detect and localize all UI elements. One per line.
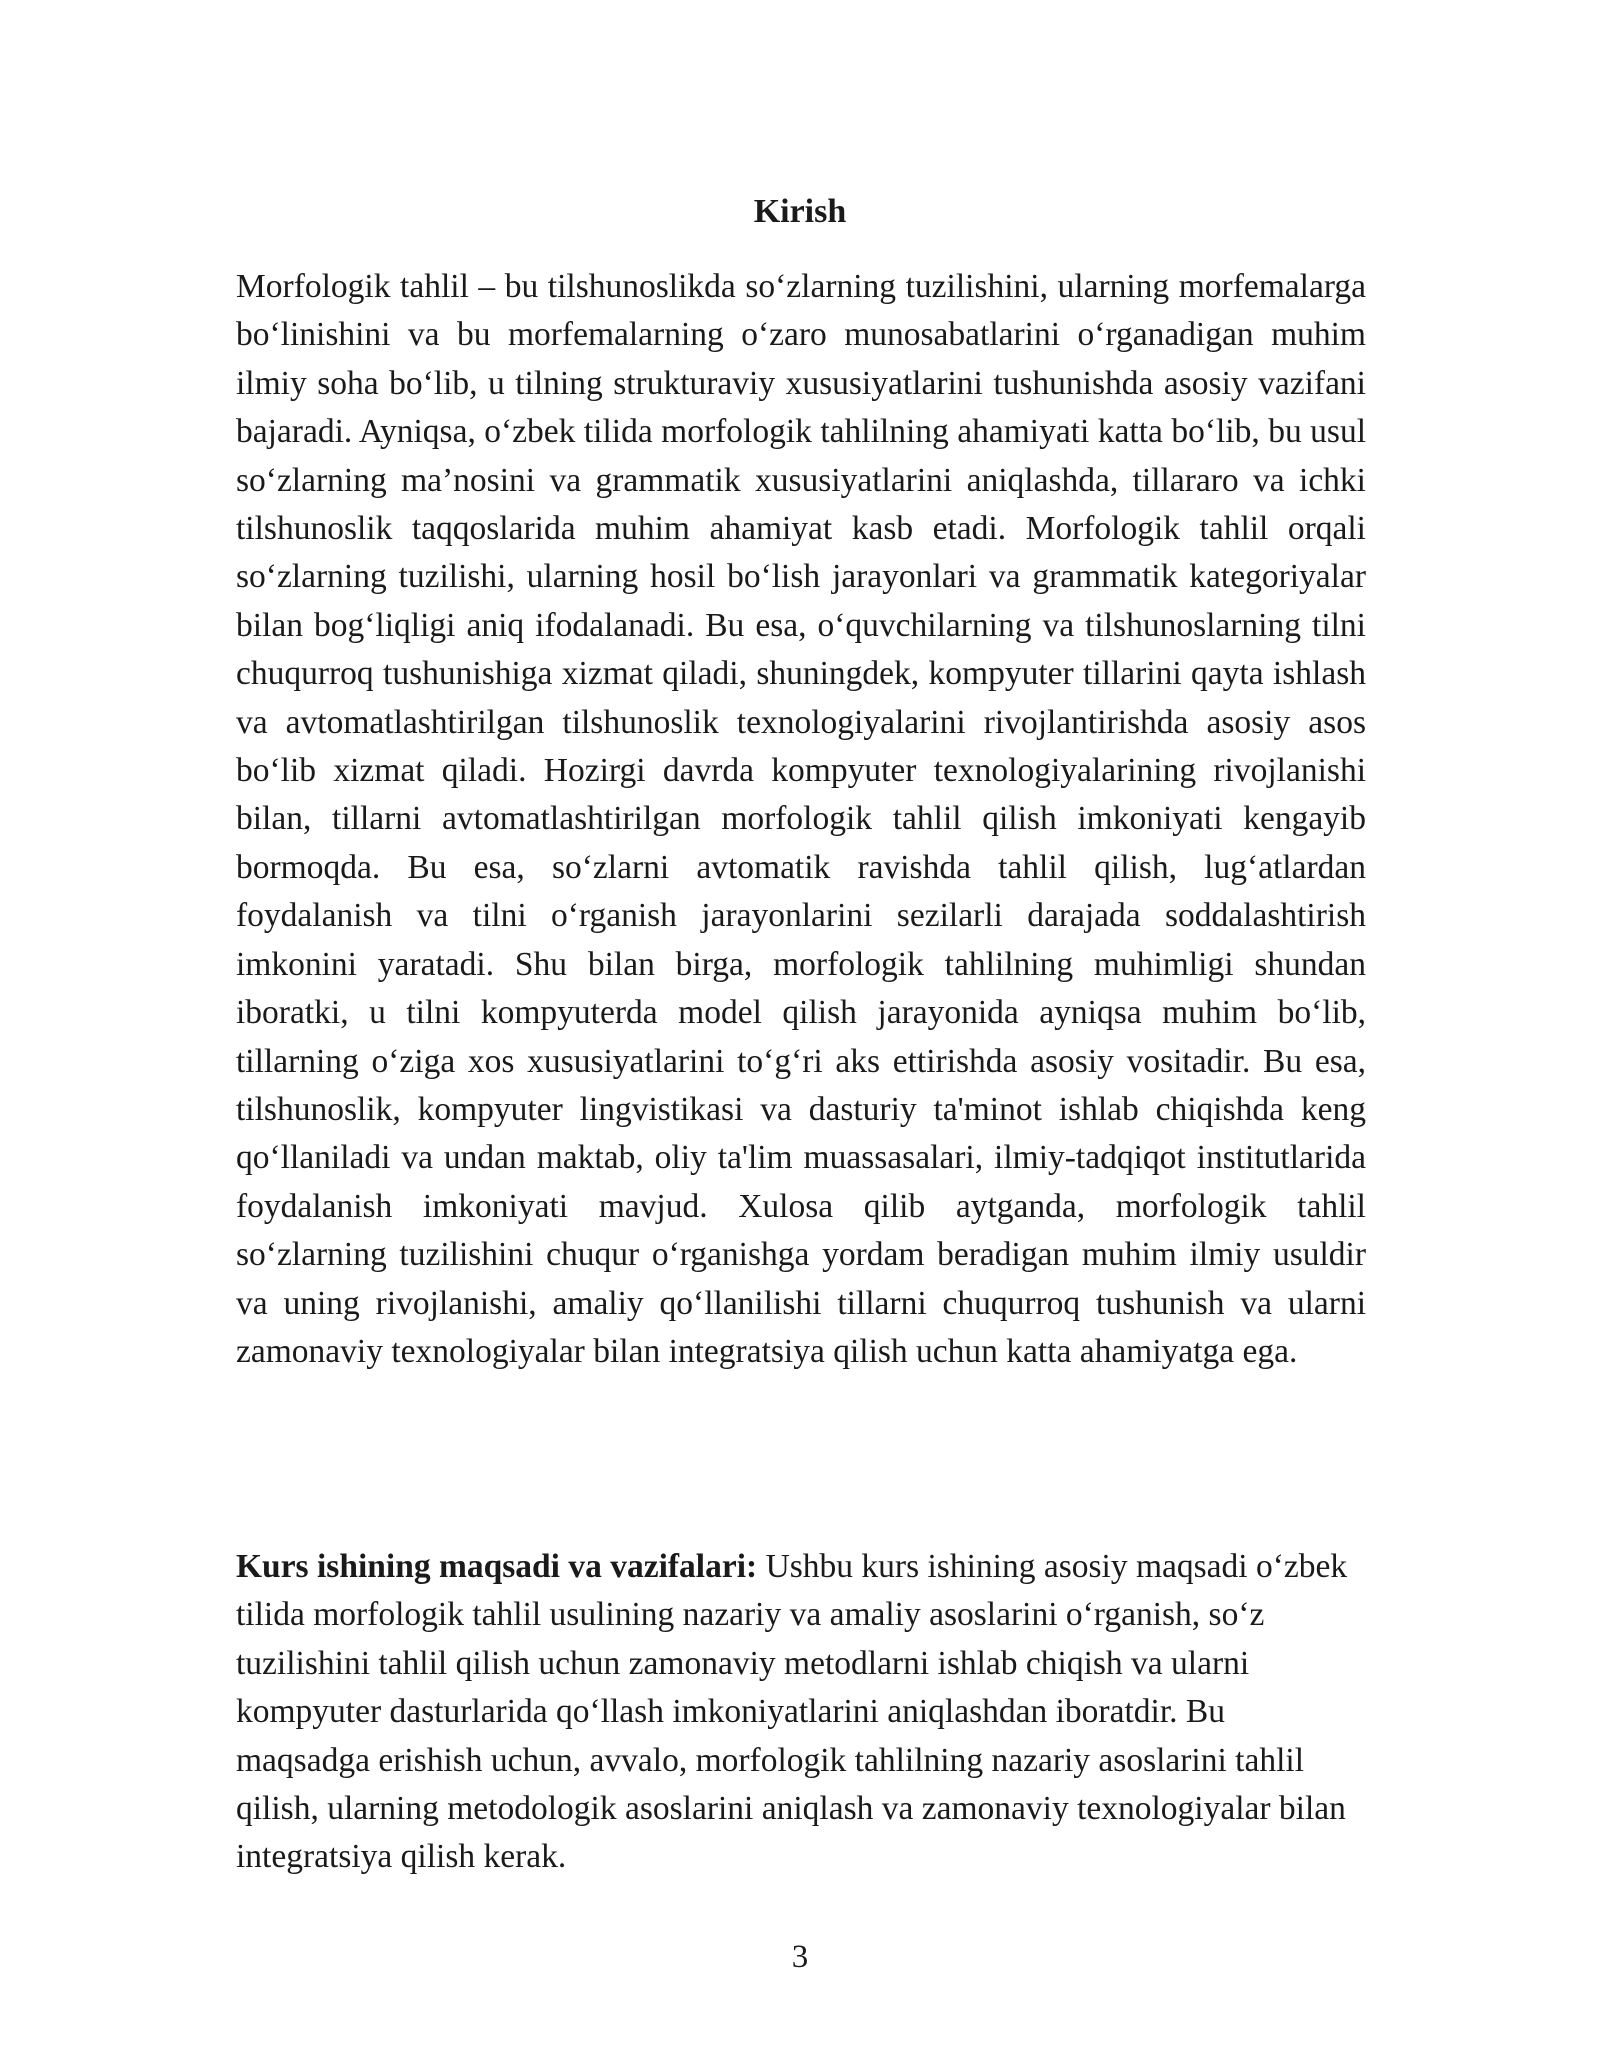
- goals-text: Ushbu kurs ishining asosiy maqsadi o‘zbek tilida morfologik tahlil usulining nazariy va amaliy asoslarini o‘rganish, so‘z tuzilishini tahlil qilish uchun zamonaviy metodlarni ishlab chiqish va ularni kompyuter dasturlarida qo‘llash imkoniyatlarini aniqlashdan iboratdir. Bu maqsadga erishish uchun, avvalo, morfologik tahlilning nazariy asoslarini tahlil qilish, ularning metodologik asoslarini aniqlash va zamonaviy texnologiyalar bilan integratsiya qilish kerak.: [236, 1548, 1348, 1876]
- intro-paragraph: Morfologik tahlil – bu tilshunoslikda so‘zlarning tuzilishini, ularning morfemalarga bo‘linishini va bu morfemalarning o‘zaro munosabatlarini o‘rganadigan muhim ilmiy soha bo‘lib, u tilning strukturaviy xususiyatlarini tushunishda asosiy vazifani bajaradi. Ayniqsa, o‘zbek tilida morfologik tahlilning ahamiyati katta bo‘lib, bu usul so‘zlarning ma’nosini va grammatik xususiyatlarini aniqlashda, tillararo va ichki tilshunoslik taqqoslarida muhim ahamiyat kasb etadi. Morfologik tahlil orqali so‘zlarning tuzilishi, ularning hosil bo‘lish jarayonlari va grammatik kategoriyalar bilan bog‘liqligi aniq ifodalanadi. Bu esa, o‘quvchilarning va tilshunoslarning tilni chuqurroq tushunishiga xizmat qiladi, shuningdek, kompyuter tillarini qayta ishlash va avtomatlashtirilgan tilshunoslik texnologiyalarini rivojlantirishda asosiy asos bo‘lib xizmat qiladi. Hozirgi davrda kompyuter texnologiyalarining rivojlanishi bilan, tillarni avtomatlashtirilgan morfologik tahlil qilish imkoniyati kengayib bormoqda. Bu esa, so‘zlarni avtomatik ravishda tahlil qilish, lug‘atlardan foydalanish va tilni o‘rganish jarayonlarini sezilarli darajada soddalashtirish imkonini yaratadi. Shu bilan birga, morfologik tahlilning muhimligi shundan iboratki, u tilni kompyuterda model qilish jarayonida ayniqsa muhim bo‘lib, tillarning o‘ziga xos xususiyatlarini to‘g‘ri aks ettirishda asosiy vositadir. Bu esa, tilshunoslik, kompyuter lingvistikasi va dasturiy ta'minot ishlab chiqishda keng qo‘llaniladi va undan maktab, oliy ta'lim muassasalari, ilmiy-tadqiqot institutlarida foydalanish imkoniyati mavjud. Xulosa qilib aytganda, morfologik tahlil so‘zlarning tuzilishini chuqur o‘rganishga yordam beradigan muhim ilmiy usuldir va uning rivojlanishi, amaliy qo‘llanilishi tillarni chuqurroq tushunish va ularni zamonaviy texnologiyalar bilan integratsiya qilish uchun katta ahamiyatga ega.: [236, 268, 1366, 1370]
- section-title: Kirish: [753, 193, 847, 230]
- page-number: 3: [791, 1939, 809, 1975]
- goals-paragraph: [236, 1543, 1366, 1882]
- goals-label: Kurs ishining maqsadi va vazifalari:: [236, 1548, 758, 1585]
